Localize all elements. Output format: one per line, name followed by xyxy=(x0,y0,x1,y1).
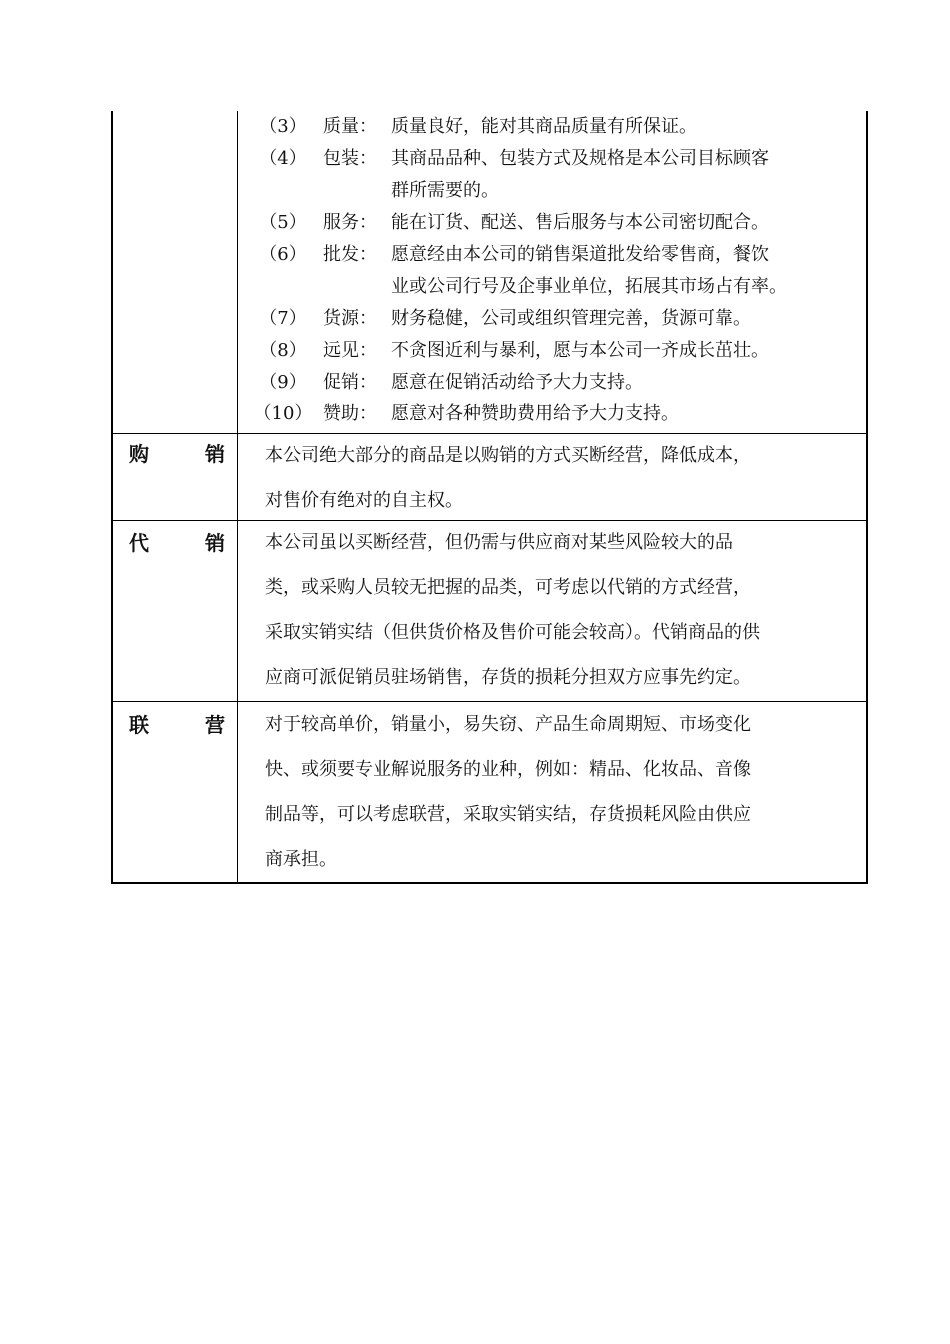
criterion-key: 赞助： xyxy=(323,403,377,424)
criterion-text: 质量良好，能对其商品质量有所保证。 xyxy=(391,116,697,137)
criterion-key: 远见： xyxy=(323,340,377,361)
label-char: 销 xyxy=(205,442,225,466)
label-char: 代 xyxy=(129,531,149,555)
section-label-joint-operation xyxy=(129,713,225,737)
criterion-key: 促销： xyxy=(323,372,377,393)
criterion-key: 服务： xyxy=(323,212,377,233)
criterion-text: 能在订货、配送、售后服务与本公司密切配合。 xyxy=(391,212,769,233)
criterion-key: 货源： xyxy=(323,308,377,329)
criterion-text: 不贪图近利与暴利，愿与本公司一齐成长茁壮。 xyxy=(391,340,769,361)
criterion-text: 财务稳健，公司或组织管理完善，货源可靠。 xyxy=(391,308,751,329)
text-line: 对于较高单价，销量小，易失窃、产品生命周期短、市场变化 xyxy=(265,714,751,735)
criterion-number: （3） xyxy=(259,116,307,137)
criterion-text: 愿意在促销活动给予大力支持。 xyxy=(391,372,643,393)
text-line: 应商可派促销员驻场销售，存货的损耗分担双方应事先约定。 xyxy=(265,667,751,688)
label-char: 销 xyxy=(205,531,225,555)
criterion-number: （8） xyxy=(259,340,307,361)
label-char: 联 xyxy=(129,713,149,737)
section-text-consignment xyxy=(265,520,860,700)
criterion-number: （6） xyxy=(259,244,307,265)
text-line: 对售价有绝对的自主权。 xyxy=(265,490,463,511)
criterion-text: 群所需要的。 xyxy=(391,180,499,201)
text-line: 快、或须要专业解说服务的业种，例如：精品、化妆品、音像 xyxy=(265,759,751,780)
criterion-key: 质量： xyxy=(323,116,377,137)
section-label-consignment xyxy=(129,531,225,555)
criterion-number: （9） xyxy=(259,372,307,393)
text-line: 采取实销实结（但供货价格及售价可能会较高）。代销商品的供 xyxy=(265,622,760,643)
criterion-text: 愿意对各种赞助费用给予大力支持。 xyxy=(391,403,679,424)
criterion-number: （10） xyxy=(253,403,313,424)
criterion-number: （5） xyxy=(259,212,307,233)
label-char: 购 xyxy=(129,442,149,466)
text-line: 制品等，可以考虑联营，采取实销实结，存货损耗风险由供应 xyxy=(265,804,751,825)
text-line: 本公司绝大部分的商品是以购销的方式买断经营，降低成本， xyxy=(265,445,751,466)
criterion-text: 愿意经由本公司的销售渠道批发给零售商，餐饮 xyxy=(391,244,769,265)
text-line: 本公司虽以买断经营，但仍需与供应商对某些风险较大的品 xyxy=(265,532,733,553)
criterion-text: 业或公司行号及企事业单位，拓展其市场占有率。 xyxy=(391,276,787,297)
criterion-number: （4） xyxy=(259,148,307,169)
criterion-text: 其商品品种、包装方式及规格是本公司目标顾客 xyxy=(391,148,769,169)
section-text-joint-operation xyxy=(265,702,860,882)
label-char: 营 xyxy=(205,713,225,737)
column-divider xyxy=(237,111,238,882)
criterion-key: 包装： xyxy=(323,148,377,169)
text-line: 商承担。 xyxy=(265,849,337,870)
criterion-number: （7） xyxy=(259,308,307,329)
business-mode-table xyxy=(111,111,868,884)
criterion-key: 批发： xyxy=(323,244,377,265)
section-label-purchase-sale xyxy=(129,442,225,466)
text-line: 类，或采购人员较无把握的品类，可考虑以代销的方式经营， xyxy=(265,577,751,598)
section-text-purchase-sale xyxy=(265,433,860,523)
